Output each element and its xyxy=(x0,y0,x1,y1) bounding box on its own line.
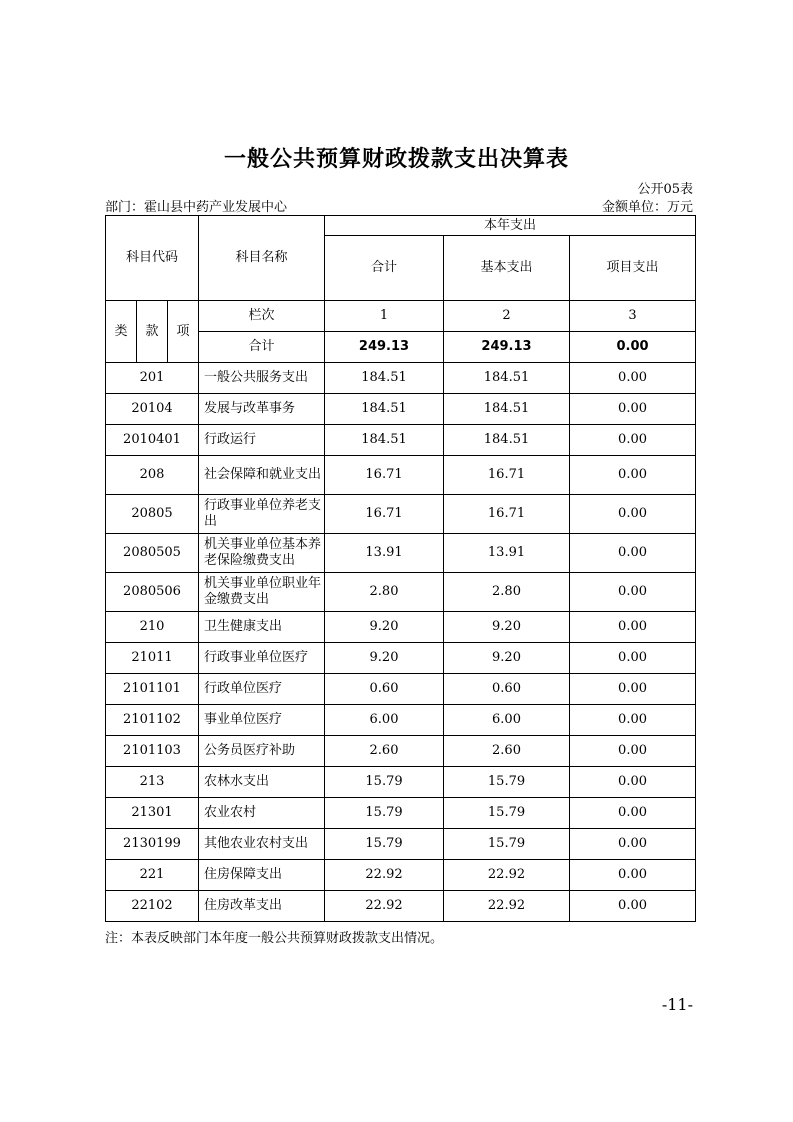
amount-total: 22.92 xyxy=(325,860,444,891)
amount-total: 15.79 xyxy=(325,829,444,860)
amount-unit-label: 金额单位：万元 xyxy=(601,200,693,215)
amount-project: 0.00 xyxy=(570,767,696,798)
amount-basic: 184.51 xyxy=(444,425,570,456)
subject-name: 一般公共服务支出 xyxy=(199,363,325,394)
amount-basic: 9.20 xyxy=(444,643,570,674)
table-row xyxy=(106,534,696,573)
column-number-1: 1 xyxy=(325,301,444,332)
form-number: 公开05表 xyxy=(637,182,693,197)
amount-project: 0.00 xyxy=(570,495,696,534)
amount-project: 0.00 xyxy=(570,798,696,829)
amount-total: 15.79 xyxy=(325,767,444,798)
amount-basic: 15.79 xyxy=(444,767,570,798)
amount-total: 0.60 xyxy=(325,674,444,705)
subject-code: 221 xyxy=(106,860,199,891)
table-row xyxy=(106,860,696,891)
amount-basic: 2.80 xyxy=(444,573,570,612)
column-number-3: 3 xyxy=(570,301,696,332)
amount-basic: 16.71 xyxy=(444,495,570,534)
table-note: 注：本表反映部门本年度一般公共预算财政拨款支出情况。 xyxy=(105,931,444,946)
subject-code: 210 xyxy=(106,612,199,643)
subject-code: 2080505 xyxy=(106,534,199,573)
subject-code: 22102 xyxy=(106,891,199,922)
amount-project: 0.00 xyxy=(570,456,696,495)
subject-name: 社会保障和就业支出 xyxy=(199,456,325,495)
table-row xyxy=(106,495,696,534)
subject-code: 21301 xyxy=(106,798,199,829)
amount-total: 16.71 xyxy=(325,495,444,534)
amount-project: 0.00 xyxy=(570,363,696,394)
header-basic: 基本支出 xyxy=(444,236,570,301)
total-amount: 249.13 xyxy=(325,332,444,363)
table-row xyxy=(106,394,696,425)
total-label: 合计 xyxy=(199,332,325,363)
subject-code: 208 xyxy=(106,456,199,495)
amount-basic: 22.92 xyxy=(444,891,570,922)
amount-total: 15.79 xyxy=(325,798,444,829)
table-row xyxy=(106,798,696,829)
subject-name: 行政事业单位养老支出 xyxy=(199,495,325,534)
amount-project: 0.00 xyxy=(570,674,696,705)
expenditure-table xyxy=(105,215,696,922)
amount-project: 0.00 xyxy=(570,643,696,674)
header-xiang: 项 xyxy=(168,301,199,363)
table-row xyxy=(106,643,696,674)
amount-total: 184.51 xyxy=(325,363,444,394)
subject-code: 201 xyxy=(106,363,199,394)
subject-name: 住房改革支出 xyxy=(199,891,325,922)
header-kuan: 款 xyxy=(137,301,168,363)
header-name: 科目名称 xyxy=(199,216,325,301)
header-current-year: 本年支出 xyxy=(325,216,696,236)
amount-total: 16.71 xyxy=(325,456,444,495)
total-basic: 249.13 xyxy=(444,332,570,363)
subject-name: 农林水支出 xyxy=(199,767,325,798)
amount-project: 0.00 xyxy=(570,425,696,456)
header-code: 科目代码 xyxy=(106,216,199,301)
table-row xyxy=(106,705,696,736)
subject-name: 行政运行 xyxy=(199,425,325,456)
amount-project: 0.00 xyxy=(570,612,696,643)
table-row xyxy=(106,736,696,767)
subject-name: 机关事业单位基本养老保险缴费支出 xyxy=(199,534,325,573)
table-row xyxy=(106,363,696,394)
amount-basic: 15.79 xyxy=(444,798,570,829)
table-row xyxy=(106,829,696,860)
subject-code: 20104 xyxy=(106,394,199,425)
table-row xyxy=(106,674,696,705)
subject-name: 发展与改革事务 xyxy=(199,394,325,425)
subject-name: 住房保障支出 xyxy=(199,860,325,891)
header-lei: 类 xyxy=(106,301,137,363)
amount-basic: 184.51 xyxy=(444,394,570,425)
subject-code: 20805 xyxy=(106,495,199,534)
amount-total: 9.20 xyxy=(325,643,444,674)
amount-basic: 22.92 xyxy=(444,860,570,891)
header-project: 项目支出 xyxy=(570,236,696,301)
subject-code: 2080506 xyxy=(106,573,199,612)
page-number: -11- xyxy=(661,995,693,1014)
subject-name: 农业农村 xyxy=(199,798,325,829)
table-row xyxy=(106,612,696,643)
header-row-1 xyxy=(106,216,696,236)
amount-total: 6.00 xyxy=(325,705,444,736)
amount-project: 0.00 xyxy=(570,829,696,860)
subject-code: 2101102 xyxy=(106,705,199,736)
amount-basic: 15.79 xyxy=(444,829,570,860)
amount-project: 0.00 xyxy=(570,534,696,573)
amount-total: 2.80 xyxy=(325,573,444,612)
header-total: 合计 xyxy=(325,236,444,301)
column-number-row xyxy=(106,301,696,332)
subject-code: 2101103 xyxy=(106,736,199,767)
total-project: 0.00 xyxy=(570,332,696,363)
amount-basic: 0.60 xyxy=(444,674,570,705)
amount-project: 0.00 xyxy=(570,394,696,425)
amount-project: 0.00 xyxy=(570,705,696,736)
subject-code: 2010401 xyxy=(106,425,199,456)
subject-code: 2101101 xyxy=(106,674,199,705)
amount-basic: 16.71 xyxy=(444,456,570,495)
amount-project: 0.00 xyxy=(570,891,696,922)
subject-name: 公务员医疗补助 xyxy=(199,736,325,767)
amount-total: 13.91 xyxy=(325,534,444,573)
amount-project: 0.00 xyxy=(570,573,696,612)
subject-name: 行政单位医疗 xyxy=(199,674,325,705)
amount-project: 0.00 xyxy=(570,860,696,891)
subject-name: 事业单位医疗 xyxy=(199,705,325,736)
amount-basic: 184.51 xyxy=(444,363,570,394)
department-label: 部门：霍山县中药产业发展中心 xyxy=(105,200,288,215)
amount-total: 22.92 xyxy=(325,891,444,922)
table-row xyxy=(106,456,696,495)
subject-code: 2130199 xyxy=(106,829,199,860)
subject-code: 21011 xyxy=(106,643,199,674)
amount-total: 184.51 xyxy=(325,394,444,425)
report-title: 一般公共预算财政拨款支出决算表 xyxy=(223,147,569,172)
amount-total: 9.20 xyxy=(325,612,444,643)
amount-basic: 2.60 xyxy=(444,736,570,767)
subject-code: 213 xyxy=(106,767,199,798)
amount-basic: 9.20 xyxy=(444,612,570,643)
amount-basic: 6.00 xyxy=(444,705,570,736)
amount-basic: 13.91 xyxy=(444,534,570,573)
column-number-label: 栏次 xyxy=(199,301,325,332)
table-row xyxy=(106,767,696,798)
table-row xyxy=(106,573,696,612)
subject-name: 行政事业单位医疗 xyxy=(199,643,325,674)
column-number-2: 2 xyxy=(444,301,570,332)
amount-total: 2.60 xyxy=(325,736,444,767)
amount-project: 0.00 xyxy=(570,736,696,767)
subject-name: 机关事业单位职业年金缴费支出 xyxy=(199,573,325,612)
subject-name: 卫生健康支出 xyxy=(199,612,325,643)
table-row xyxy=(106,891,696,922)
subject-name: 其他农业农村支出 xyxy=(199,829,325,860)
table-row xyxy=(106,425,696,456)
amount-total: 184.51 xyxy=(325,425,444,456)
